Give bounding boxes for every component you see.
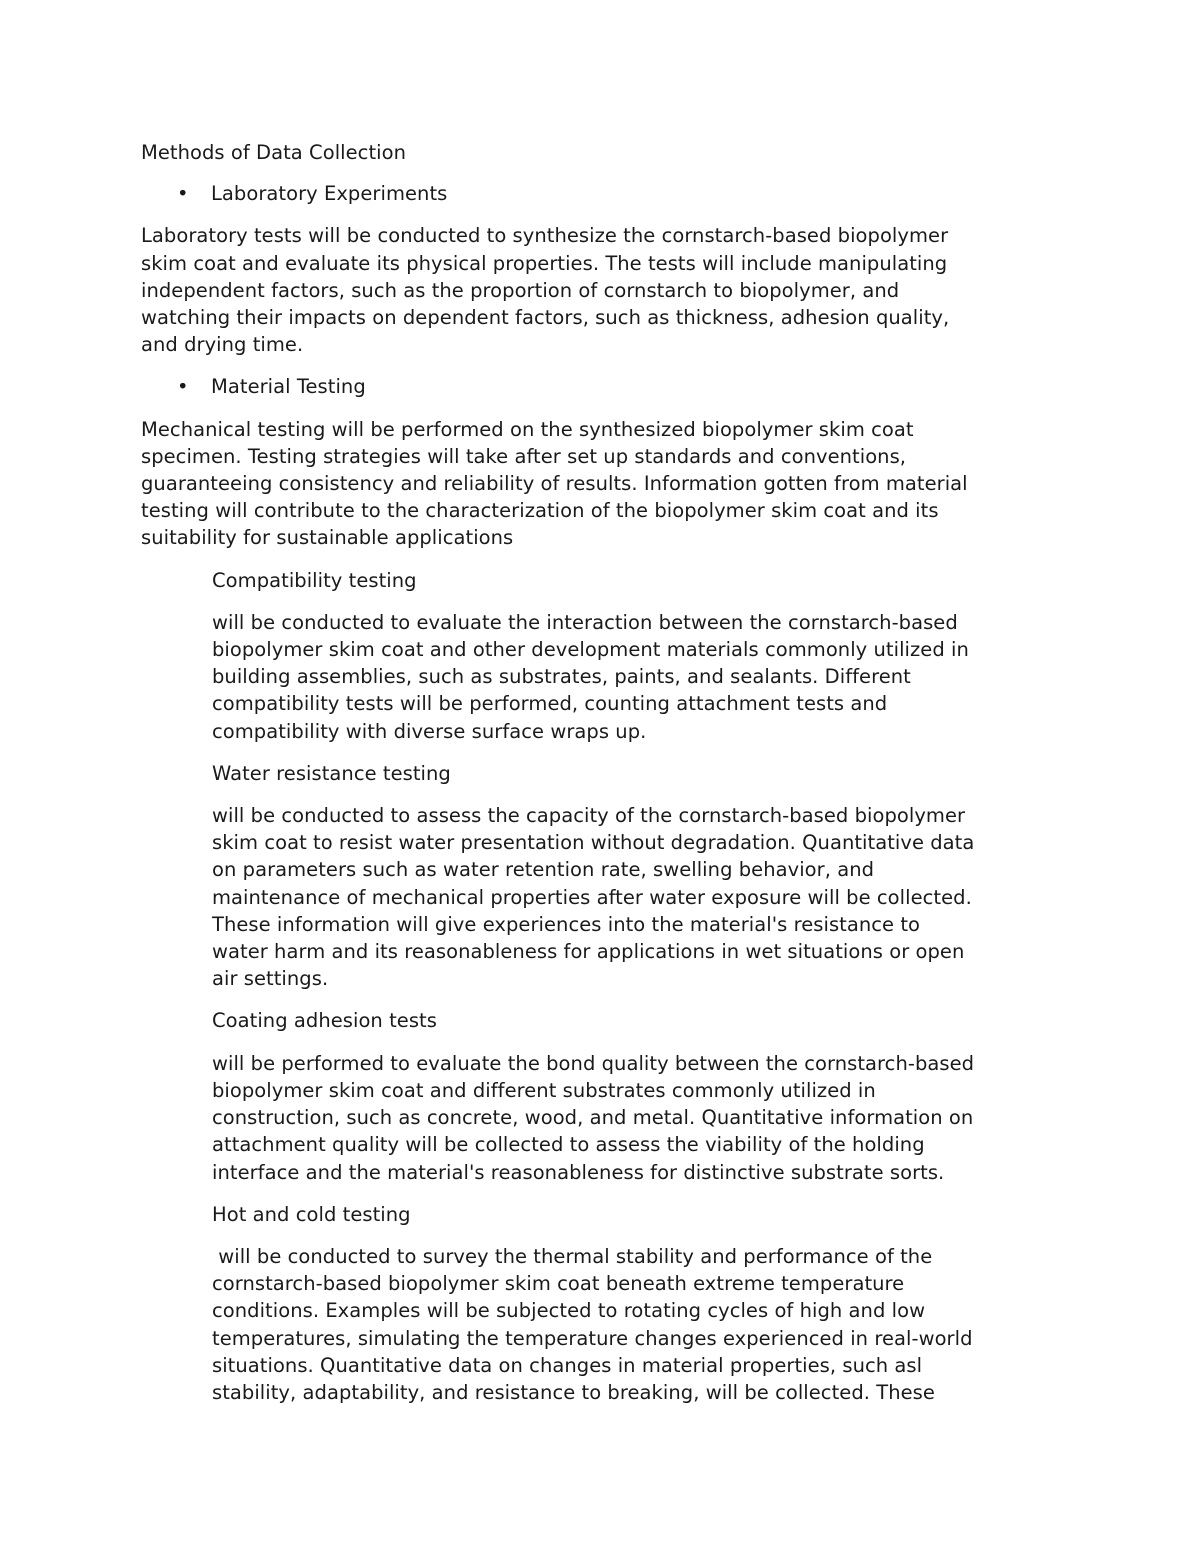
bullet-icon: • xyxy=(177,375,189,399)
paragraph-line: situations. Quantitative data on changes in material properties, such asl xyxy=(212,1353,923,1377)
subsection-hot-and-cold-testing xyxy=(141,1201,1061,1406)
subsection-coating-adhesion-tests xyxy=(141,1007,1061,1185)
bullet-item xyxy=(141,180,1061,207)
document-page xyxy=(141,139,1061,1421)
paragraph-line: water harm and its reasonableness for applications in wet situations or open xyxy=(212,940,965,964)
bullet-label: Material Testing xyxy=(211,375,366,399)
subsection-title: Water resistance testing xyxy=(212,761,451,785)
section-material-testing xyxy=(141,373,1061,551)
section-paragraph xyxy=(141,416,1061,552)
subsection-paragraph xyxy=(212,802,1061,992)
paragraph-line: and drying time. xyxy=(141,333,304,357)
paragraph-line: specimen. Testing strategies will take after set up standards and conventions, xyxy=(141,444,907,468)
paragraph-line: skim coat and evaluate its physical properties. The tests will include manipulating xyxy=(141,251,948,275)
paragraph-line: Mechanical testing will be performed on the synthesized biopolymer skim coat xyxy=(141,417,914,441)
paragraph-line: biopolymer skim coat and different substrates commonly utilized in xyxy=(212,1078,876,1102)
document-title: Methods of Data Collection xyxy=(141,141,406,164)
paragraph-line: independent factors, such as the proportion of cornstarch to biopolymer, and xyxy=(141,278,900,302)
paragraph-line: attachment quality will be collected to assess the viability of the holding xyxy=(212,1133,925,1157)
section-laboratory-experiments xyxy=(141,180,1061,358)
bullet-item xyxy=(141,373,1061,400)
paragraph-line: will be conducted to assess the capacity of the cornstarch-based biopolymer xyxy=(212,804,966,828)
subsection-paragraph xyxy=(212,1050,1061,1186)
paragraph-line: biopolymer skim coat and other development materials commonly utilized in xyxy=(212,638,969,662)
paragraph-line: suitability for sustainable applications xyxy=(141,526,514,550)
subsection-title: Coating adhesion tests xyxy=(212,1009,437,1033)
paragraph-line: These information will give experiences into the material's resistance to xyxy=(212,912,921,936)
paragraph-line: temperatures, simulating the temperature changes experienced in real-world xyxy=(212,1326,973,1350)
paragraph-line: building assemblies, such as substrates, paints, and sealants. Different xyxy=(212,665,911,689)
subsection-title: Hot and cold testing xyxy=(212,1202,411,1226)
paragraph-line: watching their impacts on dependent factors, such as thickness, adhesion quality, xyxy=(141,306,950,330)
subsection-paragraph xyxy=(212,1243,1061,1406)
paragraph-line: will be conducted to evaluate the interaction between the cornstarch-based xyxy=(212,610,958,634)
subsection-paragraph xyxy=(212,609,1061,745)
subsection-compatibility-testing xyxy=(141,567,1061,745)
paragraph-line: interface and the material's reasonableness for distinctive substrate sorts. xyxy=(212,1160,945,1184)
paragraph-line: guaranteeing consistency and reliability of results. Information gotten from material xyxy=(141,472,968,496)
paragraph-line: testing will contribute to the characterization of the biopolymer skim coat and its xyxy=(141,499,939,523)
paragraph-line: air settings. xyxy=(212,967,329,991)
subsection-water-resistance-testing xyxy=(141,760,1061,993)
paragraph-line: maintenance of mechanical properties after water exposure will be collected. xyxy=(212,885,972,909)
paragraph-line: will be conducted to survey the thermal stability and performance of the xyxy=(212,1244,933,1268)
paragraph-line: stability, adaptability, and resistance to breaking, will be collected. These xyxy=(212,1380,935,1404)
paragraph-line: conditions. Examples will be subjected to rotating cycles of high and low xyxy=(212,1299,926,1323)
paragraph-line: compatibility with diverse surface wraps up. xyxy=(212,719,647,743)
bullet-icon: • xyxy=(177,182,189,206)
paragraph-line: cornstarch-based biopolymer skim coat beneath extreme temperature xyxy=(212,1272,905,1296)
bullet-label: Laboratory Experiments xyxy=(211,182,448,206)
paragraph-line: will be performed to evaluate the bond quality between the cornstarch-based xyxy=(212,1051,975,1075)
section-paragraph xyxy=(141,222,1061,358)
subsection-title: Compatibility testing xyxy=(212,568,417,592)
paragraph-line: skim coat to resist water presentation without degradation. Quantitative data xyxy=(212,831,975,855)
paragraph-line: on parameters such as water retention rate, swelling behavior, and xyxy=(212,858,875,882)
paragraph-line: construction, such as concrete, wood, and metal. Quantitative information on xyxy=(212,1106,974,1130)
paragraph-line: compatibility tests will be performed, counting attachment tests and xyxy=(212,692,888,716)
paragraph-line: Laboratory tests will be conducted to synthesize the cornstarch-based biopolymer xyxy=(141,224,949,248)
